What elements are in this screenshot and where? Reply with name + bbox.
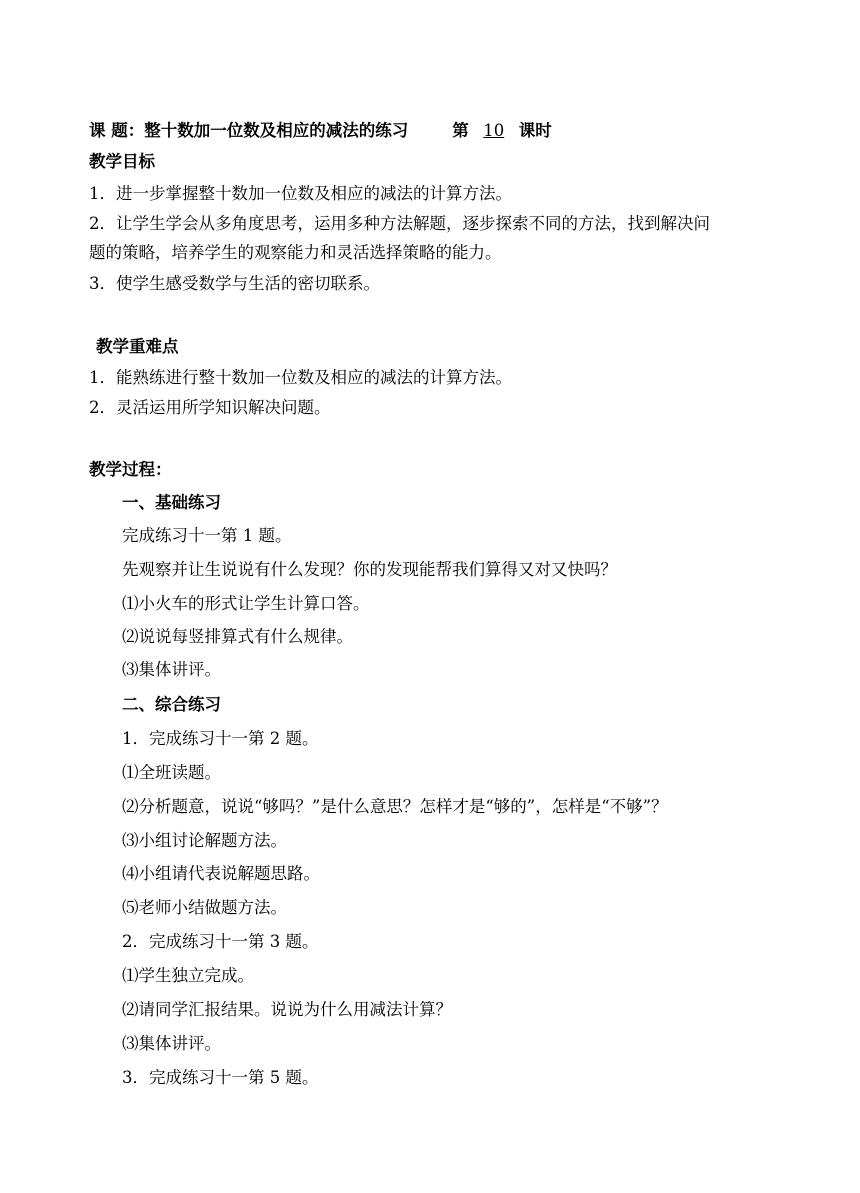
section2-line: ⑴学生独立完成。 (122, 966, 254, 985)
section2-line: 1．完成练习十一第 2 题。 (122, 729, 319, 748)
lesson-number: 10 (483, 121, 505, 140)
section2-line: ⑸老师小结做题方法。 (122, 898, 287, 917)
key-point-item: 1．能熟练进行整十数加一位数及相应的减法的计算方法。 (89, 368, 512, 387)
section2-line: ⑵请同学汇报结果。说说为什么用减法计算？ (122, 1000, 452, 1019)
section1-line: ⑴小火车的形式让学生计算口答。 (122, 594, 370, 613)
objective-item: 题的策略，培养学生的观察能力和灵活选择策略的能力。 (89, 243, 502, 262)
lesson-prefix: 第 (452, 121, 469, 140)
objective-item: 3．使学生感受数学与生活的密切联系。 (89, 274, 380, 293)
section1-line: ⑶集体讲评。 (122, 660, 221, 679)
lesson-title: 课 题：整十数加一位数及相应的减法的练习 (89, 121, 409, 140)
lesson-suffix: 课时 (518, 121, 552, 140)
section2-line: 2．完成练习十一第 3 题。 (122, 932, 319, 951)
key-point-item: 2．灵活运用所学知识解决问题。 (89, 398, 331, 417)
section2-line: ⑶集体讲评。 (122, 1034, 221, 1053)
key-points-heading: 教学重难点 (96, 337, 179, 356)
process-heading: 教学过程： (89, 460, 172, 479)
section2-heading: 二、综合练习 (122, 695, 221, 714)
section1-line: 先观察并让生说说有什么发现？你的发现能帮我们算得又对又快吗？ (122, 560, 617, 579)
objective-item: 2．让学生学会从多角度思考，运用多种方法解题，逐步探索不同的方法，找到解决问 (89, 214, 710, 233)
section2-line: 3．完成练习十一第 5 题。 (122, 1068, 319, 1087)
section2-line: ⑶小组讨论解题方法。 (122, 831, 287, 850)
objectives-heading: 教学目标 (89, 152, 155, 171)
section1-line: 完成练习十一第 1 题。 (122, 526, 292, 545)
section2-line: ⑵分析题意，说说“够吗？”是什么意思？怎样才是“够的”，怎样是“不够”？ (122, 797, 668, 816)
section1-heading: 一、基础练习 (122, 493, 221, 512)
section1-line: ⑵说说每竖排算式有什么规律。 (122, 627, 353, 646)
lesson-title-line (89, 121, 552, 141)
section2-line: ⑴全班读题。 (122, 763, 221, 782)
section2-line: ⑷小组请代表说解题思路。 (122, 864, 320, 883)
objective-item: 1．进一步掌握整十数加一位数及相应的减法的计算方法。 (89, 184, 512, 203)
